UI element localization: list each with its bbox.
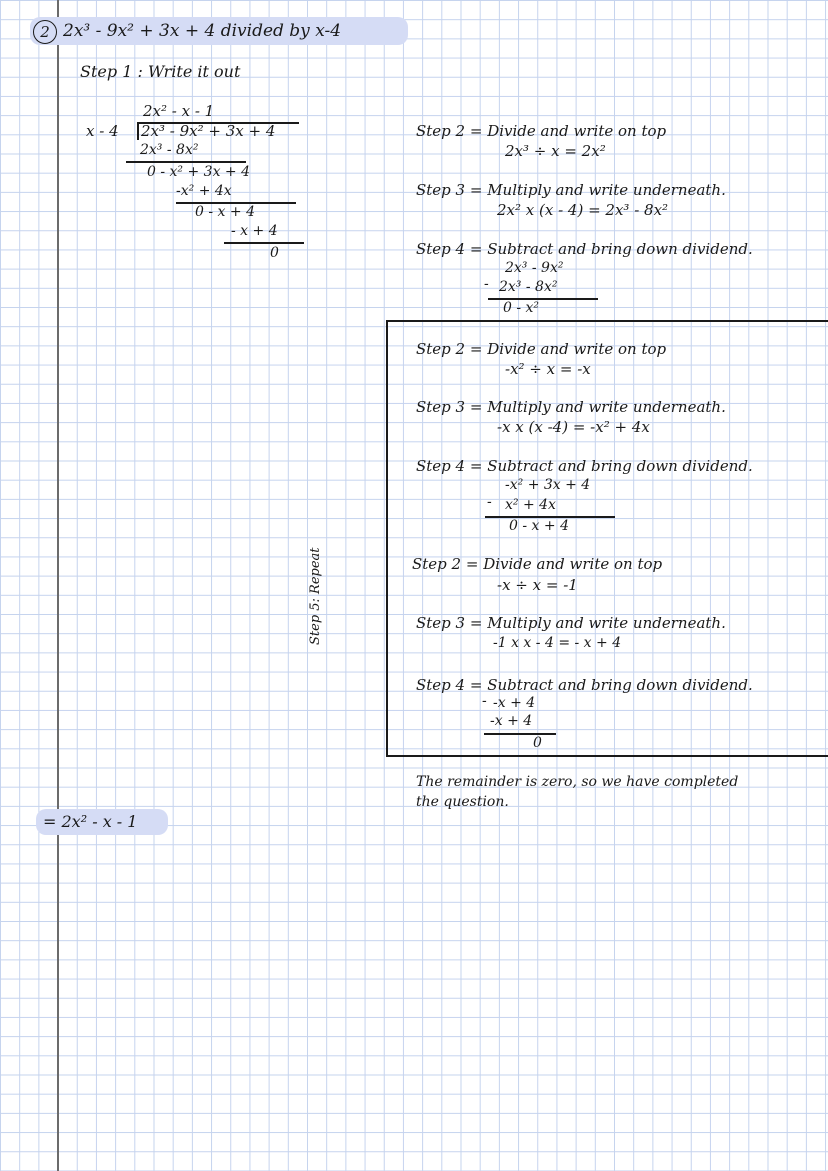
division-bracket bbox=[137, 122, 139, 140]
r1-step3-title: Step 3 = Multiply and write underneath. bbox=[416, 181, 726, 199]
r2-step4-calc-2: x² + 4x bbox=[505, 497, 556, 513]
step5-label: Step 5: Repeat bbox=[308, 547, 323, 645]
dividend: 2x³ - 9x² + 3x + 4 bbox=[141, 122, 276, 140]
quotient: 2x² - x - 1 bbox=[143, 102, 215, 120]
work-rule-3 bbox=[224, 242, 304, 244]
r1-step3-calc: 2x² x (x - 4) = 2x³ - 8x² bbox=[497, 201, 669, 219]
r3-step4-calc-1: -x + 4 bbox=[493, 695, 536, 711]
r2-step4-title: Step 4 = Subtract and bring down dividend. bbox=[416, 457, 753, 475]
r1-step2-calc: 2x³ ÷ x = 2x² bbox=[505, 142, 606, 160]
r3-step4-calc-3: 0 bbox=[533, 735, 542, 751]
r2-minus: - bbox=[487, 494, 492, 510]
r1-step4-calc-1: 2x³ - 9x² bbox=[505, 260, 564, 276]
work-line-2: 0 - x² + 3x + 4 bbox=[147, 164, 251, 180]
r3-step4-calc-2: -x + 4 bbox=[490, 713, 533, 729]
problem-number: 2 bbox=[33, 20, 57, 44]
r2-step2-calc: -x² ÷ x = -x bbox=[505, 360, 591, 378]
r1-minus: - bbox=[484, 276, 489, 292]
final-answer: = 2x² - x - 1 bbox=[43, 812, 138, 831]
margin-line bbox=[57, 0, 59, 1171]
r2-step4-calc-3: 0 - x + 4 bbox=[509, 518, 569, 534]
r2-step4-calc-1: -x² + 3x + 4 bbox=[505, 477, 591, 493]
work-line-3: -x² + 4x bbox=[176, 183, 232, 199]
problem-statement: 2x³ - 9x² + 3x + 4 divided by x-4 bbox=[63, 21, 342, 41]
r2-step3-title: Step 3 = Multiply and write underneath. bbox=[416, 398, 726, 416]
conclusion-line-1: The remainder is zero, so we have completed bbox=[416, 774, 739, 790]
repeat-bracket-bottom bbox=[386, 755, 828, 757]
r2-step3-calc: -x x (x -4) = -x² + 4x bbox=[497, 418, 650, 436]
r3-minus: - bbox=[482, 693, 487, 709]
repeat-bracket-top bbox=[386, 320, 828, 322]
work-rule-1 bbox=[126, 161, 246, 163]
step1-title: Step 1 : Write it out bbox=[80, 62, 241, 81]
r3-rule bbox=[484, 733, 556, 735]
r2-step2-title: Step 2 = Divide and write on top bbox=[416, 340, 667, 358]
r3-step3-calc: -1 x x - 4 = - x + 4 bbox=[493, 635, 622, 651]
r3-step3-title: Step 3 = Multiply and write underneath. bbox=[416, 614, 726, 632]
r3-step4-title: Step 4 = Subtract and bring down dividend. bbox=[416, 676, 753, 694]
work-line-5: - x + 4 bbox=[231, 223, 278, 239]
r1-step4-calc-3: 0 - x² bbox=[503, 300, 540, 316]
r3-step2-calc: -x ÷ x = -1 bbox=[497, 576, 578, 594]
work-line-6: 0 bbox=[270, 245, 279, 261]
work-line-4: 0 - x + 4 bbox=[195, 204, 255, 220]
divisor: x - 4 bbox=[86, 122, 119, 140]
r1-step4-title: Step 4 = Subtract and bring down dividend. bbox=[416, 240, 753, 258]
work-line-1: 2x³ - 8x² bbox=[140, 142, 199, 158]
r1-step2-title: Step 2 = Divide and write on top bbox=[416, 122, 667, 140]
r3-step2-title: Step 2 = Divide and write on top bbox=[412, 555, 663, 573]
r1-step4-calc-2: 2x³ - 8x² bbox=[499, 279, 558, 295]
repeat-bracket-vertical bbox=[386, 320, 388, 757]
conclusion-line-2: the question. bbox=[416, 794, 509, 810]
